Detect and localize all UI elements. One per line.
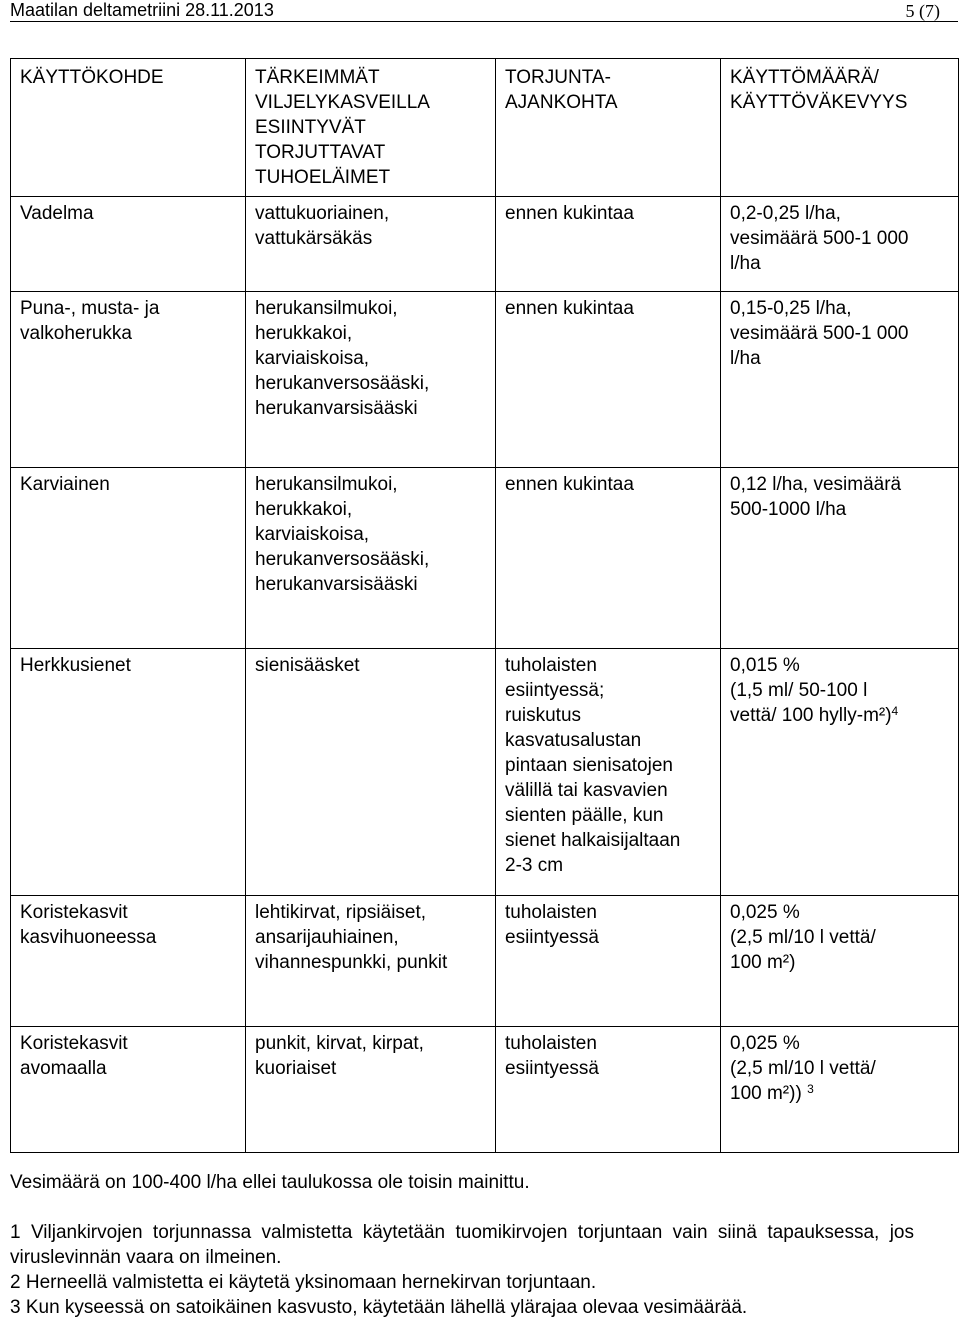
crop-cell: Herkkusienet <box>11 649 246 896</box>
dose-text: 0,025 % (2,5 ml/10 l vettä/ 100 m²) <box>730 902 876 973</box>
pests-cell: sienisääsket <box>246 649 496 896</box>
dose-cell <box>721 896 959 1027</box>
usage-table <box>10 58 959 1153</box>
table-header-row <box>11 59 959 197</box>
document-title: Maatilan deltametriini 28.11.2013 <box>10 0 274 20</box>
footnote-marker: 4 <box>891 704 899 718</box>
header-timing: TORJUNTA- AJANKOHTA <box>496 59 721 197</box>
dose-cell <box>721 1027 959 1153</box>
header-dose: KÄYTTÖMÄÄRÄ/ KÄYTTÖVÄKEVYYS <box>721 59 959 197</box>
pests-cell: punkit, kirvat, kirpat, kuoriaiset <box>246 1027 496 1153</box>
dose-cell <box>721 649 959 896</box>
crop-cell: Puna-, musta- ja valkoherukka <box>11 292 246 468</box>
header-rule <box>10 21 958 22</box>
table-row <box>11 1027 959 1153</box>
table-row <box>11 649 959 896</box>
timing-cell: ennen kukintaa <box>496 468 721 649</box>
notes-section <box>10 1170 914 1320</box>
pests-cell: lehtikirvat, ripsiäiset, ansarijauhiainen, vihannespunkki, punkit <box>246 896 496 1027</box>
pests-cell: vattukuoriainen, vattukärsäkäs <box>246 197 496 292</box>
table-row <box>11 896 959 1027</box>
header-pests: TÄRKEIMMÄT VILJELYKASVEILLA ESIINTYVÄT TORJUTTAVAT TUHOELÄIMET <box>246 59 496 197</box>
page-header <box>10 0 940 22</box>
dose-cell <box>721 292 959 468</box>
water-note: Vesimäärä on 100-400 l/ha ellei taulukossa ole toisin mainittu. <box>10 1172 530 1193</box>
table-row <box>11 292 959 468</box>
page-number: 5 (7) <box>905 1 940 21</box>
footnote-marker: 3 <box>807 1082 814 1096</box>
crop-cell: Vadelma <box>11 197 246 292</box>
crop-cell: Koristekasvit kasvihuoneessa <box>11 896 246 1027</box>
dose-text: 0,15-0,25 l/ha, vesimäärä 500-1 000 l/ha <box>730 298 909 369</box>
dose-text: 0,12 l/ha, vesimäärä 500-1000 l/ha <box>730 474 902 520</box>
dose-cell <box>721 197 959 292</box>
dose-text: 0,015 % (1,5 ml/ 50-100 l vettä/ 100 hylly-m²) <box>730 655 892 726</box>
footnote: 1 Viljankirvojen torjunnassa valmistetta käytetään tuomikirvojen torjuntaan vain siinä tapauksessa, jos viruslevinnän vaara on ilmeinen. <box>10 1222 914 1268</box>
dose-text: 0,025 % (2,5 ml/10 l vettä/ 100 m²)) <box>730 1033 876 1104</box>
dose-cell <box>721 468 959 649</box>
timing-cell: ennen kukintaa <box>496 197 721 292</box>
footnote: 2 Herneellä valmistetta ei käytetä yksinomaan hernekirvan torjuntaan. <box>10 1272 597 1293</box>
footnote: 3 Kun kyseessä on satoikäinen kasvusto, käytetään lähellä ylärajaa olevaa vesimäärää. <box>10 1297 748 1318</box>
table-row <box>11 197 959 292</box>
pests-cell: herukansilmukoi, herukkakoi, karviaiskoisa, herukanversosääski, herukanvarsisääski <box>246 468 496 649</box>
table-row <box>11 468 959 649</box>
header-use-target: KÄYTTÖKOHDE <box>11 59 246 197</box>
timing-cell: tuholaisten esiintyessä <box>496 896 721 1027</box>
pests-cell: herukansilmukoi, herukkakoi, karviaiskoisa, herukanversosääski, herukanvarsisääski <box>246 292 496 468</box>
timing-cell: tuholaisten esiintyessä <box>496 1027 721 1153</box>
timing-cell: tuholaisten esiintyessä; ruiskutus kasvatusalustan pintaan sienisatojen välillä tai kasvavien sienten päälle, kun sienet halkaisijaltaan 2-3 cm <box>496 649 721 896</box>
timing-cell: ennen kukintaa <box>496 292 721 468</box>
dose-text: 0,2-0,25 l/ha, vesimäärä 500-1 000 l/ha <box>730 203 909 274</box>
crop-cell: Karviainen <box>11 468 246 649</box>
crop-cell: Koristekasvit avomaalla <box>11 1027 246 1153</box>
